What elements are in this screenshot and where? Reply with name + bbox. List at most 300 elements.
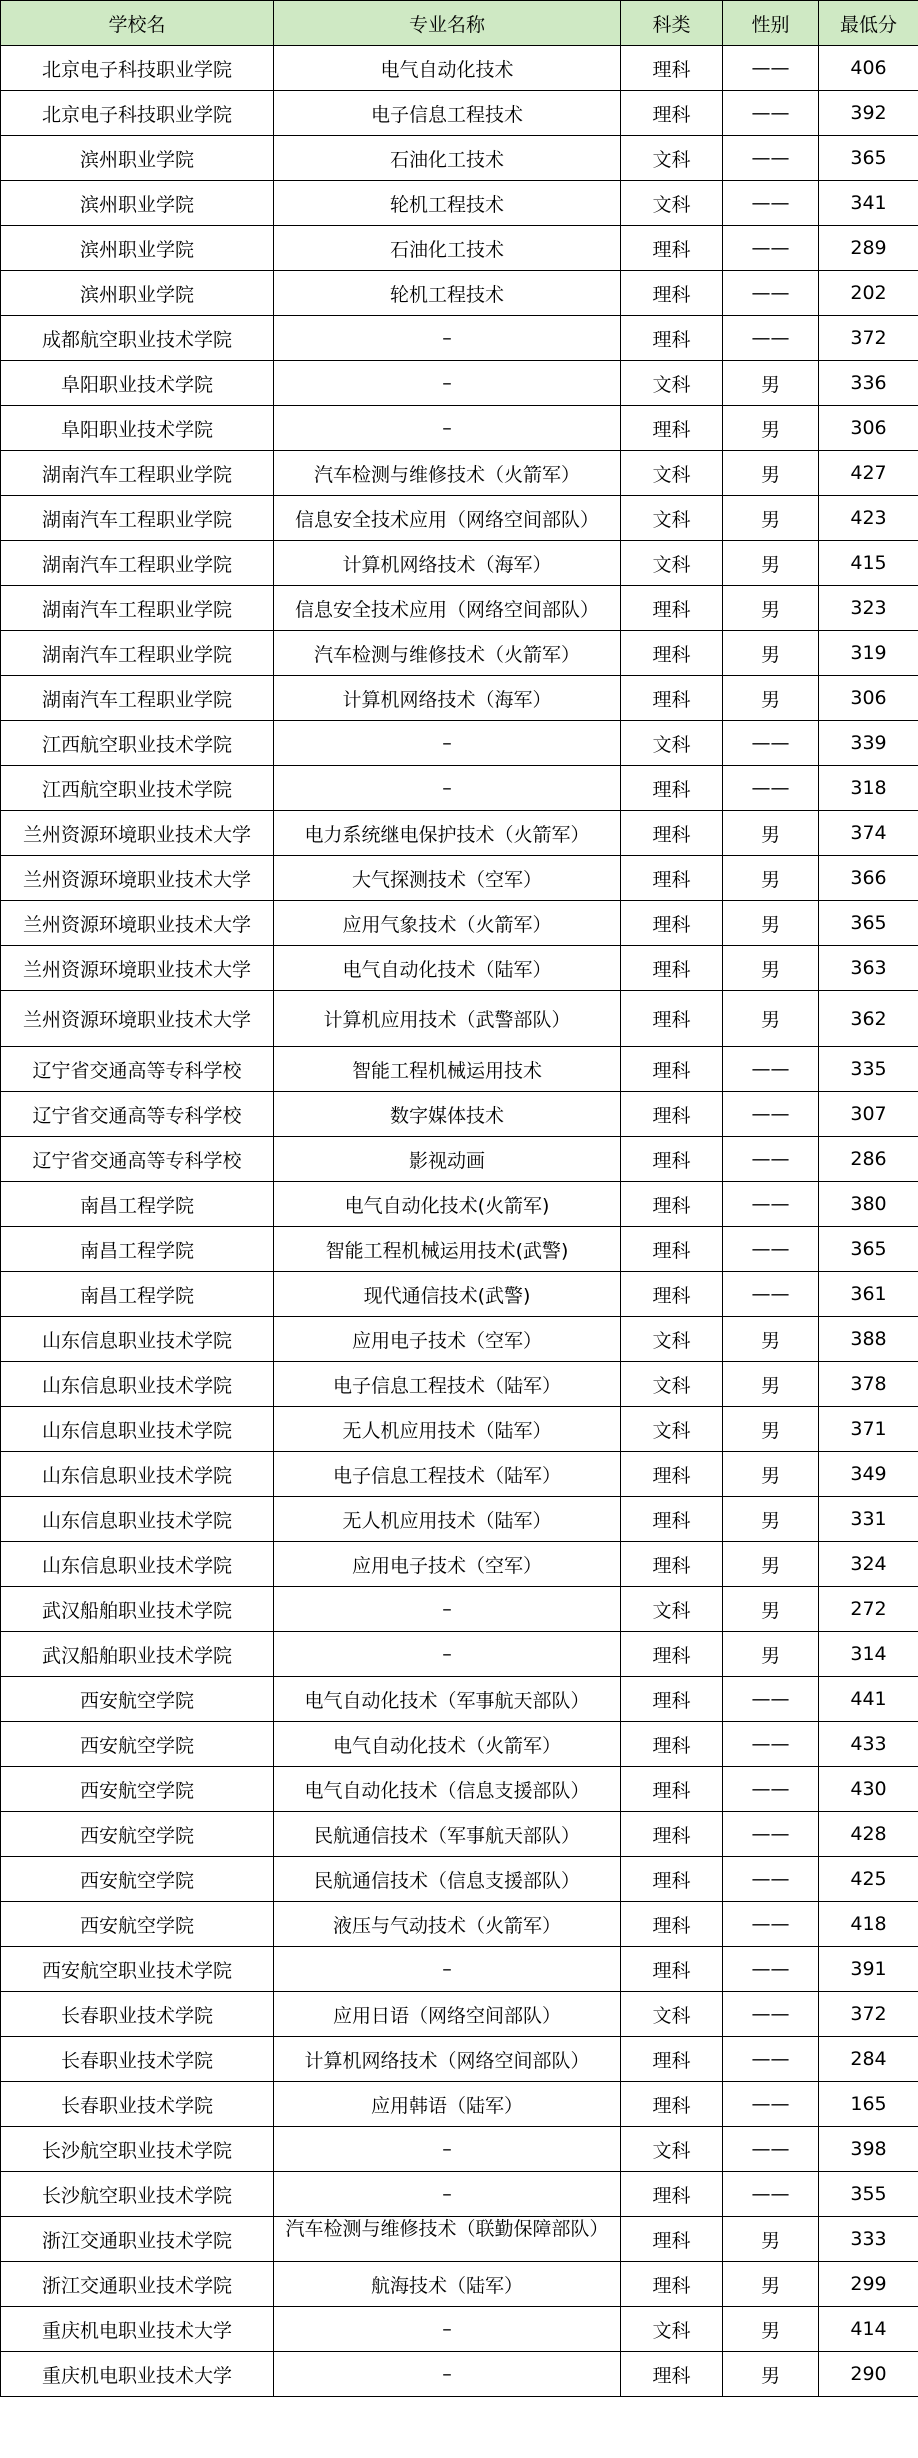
cell-school: 山东信息职业技术学院 bbox=[1, 1542, 274, 1587]
cell-min-score: 286 bbox=[819, 1137, 918, 1182]
cell-gender: —— bbox=[723, 1812, 819, 1857]
cell-gender: —— bbox=[723, 1182, 819, 1227]
cell-min-score: 430 bbox=[819, 1767, 918, 1812]
cell-gender: 男 bbox=[723, 631, 819, 676]
table-row bbox=[1, 316, 918, 361]
cell-min-score: 319 bbox=[819, 631, 918, 676]
table-row bbox=[1, 1497, 918, 1542]
cell-category: 理科 bbox=[621, 1542, 723, 1587]
table-row bbox=[1, 1092, 918, 1137]
cell-gender: —— bbox=[723, 1992, 819, 2037]
cell-major: – bbox=[274, 1587, 621, 1632]
cell-major: 电气自动化技术（信息支援部队） bbox=[274, 1767, 621, 1812]
cell-gender: 男 bbox=[723, 1497, 819, 1542]
cell-school: 长沙航空职业技术学院 bbox=[1, 2127, 274, 2172]
cell-school: 湖南汽车工程职业学院 bbox=[1, 496, 274, 541]
cell-school: 滨州职业学院 bbox=[1, 181, 274, 226]
cell-min-score: 290 bbox=[819, 2352, 918, 2397]
cell-category: 文科 bbox=[621, 136, 723, 181]
table-row bbox=[1, 1182, 918, 1227]
cell-min-score: 365 bbox=[819, 1227, 918, 1272]
cell-school: 西安航空学院 bbox=[1, 1857, 274, 1902]
cell-school: 辽宁省交通高等专科学校 bbox=[1, 1137, 274, 1182]
cell-gender: —— bbox=[723, 1047, 819, 1092]
table-row bbox=[1, 2127, 918, 2172]
table-row bbox=[1, 901, 918, 946]
cell-category: 理科 bbox=[621, 586, 723, 631]
cell-gender: —— bbox=[723, 2172, 819, 2217]
cell-category: 理科 bbox=[621, 901, 723, 946]
cell-school: 江西航空职业技术学院 bbox=[1, 766, 274, 811]
cell-major: 电力系统继电保护技术（火箭军） bbox=[274, 811, 621, 856]
cell-school: 长春职业技术学院 bbox=[1, 2037, 274, 2082]
cell-school: 辽宁省交通高等专科学校 bbox=[1, 1047, 274, 1092]
cell-min-score: 299 bbox=[819, 2262, 918, 2307]
cell-category: 文科 bbox=[621, 361, 723, 406]
cell-gender: 男 bbox=[723, 1542, 819, 1587]
cell-gender: 男 bbox=[723, 1407, 819, 1452]
cell-school: 重庆机电职业技术大学 bbox=[1, 2307, 274, 2352]
cell-category: 文科 bbox=[621, 1992, 723, 2037]
cell-school: 长春职业技术学院 bbox=[1, 1992, 274, 2037]
cell-category: 理科 bbox=[621, 1497, 723, 1542]
cell-category: 文科 bbox=[621, 541, 723, 586]
table-row bbox=[1, 1317, 918, 1362]
cell-category: 理科 bbox=[621, 766, 723, 811]
cell-min-score: 318 bbox=[819, 766, 918, 811]
cell-gender: —— bbox=[723, 1272, 819, 1317]
cell-gender: 男 bbox=[723, 1317, 819, 1362]
cell-min-score: 355 bbox=[819, 2172, 918, 2217]
cell-major: 应用电子技术（空军） bbox=[274, 1317, 621, 1362]
cell-category: 理科 bbox=[621, 226, 723, 271]
cell-major: 电气自动化技术（陆军） bbox=[274, 946, 621, 991]
cell-category: 理科 bbox=[621, 991, 723, 1047]
cell-major: – bbox=[274, 1632, 621, 1677]
cell-category: 文科 bbox=[621, 1587, 723, 1632]
cell-category: 理科 bbox=[621, 1227, 723, 1272]
cell-category: 理科 bbox=[621, 2262, 723, 2307]
cell-min-score: 398 bbox=[819, 2127, 918, 2172]
cell-min-score: 335 bbox=[819, 1047, 918, 1092]
cell-gender: 男 bbox=[723, 676, 819, 721]
cell-major: 电子信息工程技术 bbox=[274, 91, 621, 136]
cell-category: 理科 bbox=[621, 1812, 723, 1857]
cell-category: 文科 bbox=[621, 181, 723, 226]
cell-school: 湖南汽车工程职业学院 bbox=[1, 631, 274, 676]
table-row bbox=[1, 406, 918, 451]
cell-major: 大气探测技术（空军） bbox=[274, 856, 621, 901]
header-school: 学校名 bbox=[1, 1, 274, 46]
table-row bbox=[1, 46, 918, 91]
header-gender: 性别 bbox=[723, 1, 819, 46]
cell-min-score: 363 bbox=[819, 946, 918, 991]
cell-gender: 男 bbox=[723, 2307, 819, 2352]
cell-min-score: 425 bbox=[819, 1857, 918, 1902]
cell-school: 重庆机电职业技术大学 bbox=[1, 2352, 274, 2397]
cell-major: 应用日语（网络空间部队） bbox=[274, 1992, 621, 2037]
cell-gender: 男 bbox=[723, 451, 819, 496]
cell-min-score: 314 bbox=[819, 1632, 918, 1677]
cell-min-score: 418 bbox=[819, 1902, 918, 1947]
cell-gender: 男 bbox=[723, 946, 819, 991]
cell-school: 江西航空职业技术学院 bbox=[1, 721, 274, 766]
cell-min-score: 362 bbox=[819, 991, 918, 1047]
table-row bbox=[1, 496, 918, 541]
cell-gender: —— bbox=[723, 1767, 819, 1812]
cell-major: 民航通信技术（信息支援部队） bbox=[274, 1857, 621, 1902]
cell-major: 民航通信技术（军事航天部队） bbox=[274, 1812, 621, 1857]
cell-category: 文科 bbox=[621, 2307, 723, 2352]
cell-school: 长沙航空职业技术学院 bbox=[1, 2172, 274, 2217]
cell-major: – bbox=[274, 766, 621, 811]
cell-major: 数字媒体技术 bbox=[274, 1092, 621, 1137]
cell-school: 滨州职业学院 bbox=[1, 226, 274, 271]
cell-major: 电气自动化技术（军事航天部队） bbox=[274, 1677, 621, 1722]
cell-school: 武汉船舶职业技术学院 bbox=[1, 1587, 274, 1632]
cell-major: 石油化工技术 bbox=[274, 136, 621, 181]
cell-school: 西安航空学院 bbox=[1, 1767, 274, 1812]
cell-major: 航海技术（陆军） bbox=[274, 2262, 621, 2307]
table-row bbox=[1, 991, 918, 1047]
cell-major: 汽车检测与维修技术（火箭军） bbox=[274, 631, 621, 676]
cell-min-score: 361 bbox=[819, 1272, 918, 1317]
cell-category: 文科 bbox=[621, 1407, 723, 1452]
table-row bbox=[1, 811, 918, 856]
table-row bbox=[1, 1992, 918, 2037]
cell-gender: —— bbox=[723, 766, 819, 811]
cell-min-score: 427 bbox=[819, 451, 918, 496]
table-row bbox=[1, 856, 918, 901]
cell-gender: —— bbox=[723, 1677, 819, 1722]
cell-gender: 男 bbox=[723, 586, 819, 631]
cell-major: 电气自动化技术 bbox=[274, 46, 621, 91]
cell-major: 液压与气动技术（火箭军） bbox=[274, 1902, 621, 1947]
cell-min-score: 272 bbox=[819, 1587, 918, 1632]
table-row bbox=[1, 676, 918, 721]
table-row bbox=[1, 1452, 918, 1497]
cell-min-score: 380 bbox=[819, 1182, 918, 1227]
cell-major: – bbox=[274, 2352, 621, 2397]
table-row bbox=[1, 136, 918, 181]
cell-gender: —— bbox=[723, 2037, 819, 2082]
cell-major: 计算机网络技术（海军） bbox=[274, 676, 621, 721]
table-row bbox=[1, 1272, 918, 1317]
cell-major: 应用韩语（陆军） bbox=[274, 2082, 621, 2127]
cell-category: 理科 bbox=[621, 1767, 723, 1812]
cell-school: 北京电子科技职业学院 bbox=[1, 91, 274, 136]
cell-school: 滨州职业学院 bbox=[1, 271, 274, 316]
cell-major: 应用气象技术（火箭军） bbox=[274, 901, 621, 946]
cell-category: 理科 bbox=[621, 811, 723, 856]
cell-school: 山东信息职业技术学院 bbox=[1, 1407, 274, 1452]
table-row bbox=[1, 2352, 918, 2397]
cell-category: 理科 bbox=[621, 46, 723, 91]
table-body bbox=[1, 46, 918, 2397]
cell-min-score: 371 bbox=[819, 1407, 918, 1452]
cell-school: 山东信息职业技术学院 bbox=[1, 1452, 274, 1497]
table-row bbox=[1, 2262, 918, 2307]
cell-gender: —— bbox=[723, 2082, 819, 2127]
cell-school: 阜阳职业技术学院 bbox=[1, 406, 274, 451]
cell-category: 理科 bbox=[621, 856, 723, 901]
table-row bbox=[1, 1137, 918, 1182]
cell-school: 山东信息职业技术学院 bbox=[1, 1497, 274, 1542]
cell-category: 理科 bbox=[621, 1047, 723, 1092]
cell-major bbox=[274, 2217, 621, 2262]
cell-gender: —— bbox=[723, 2127, 819, 2172]
cell-category: 理科 bbox=[621, 1182, 723, 1227]
cell-category: 理科 bbox=[621, 1452, 723, 1497]
cell-major: 应用电子技术（空军） bbox=[274, 1542, 621, 1587]
cell-gender: 男 bbox=[723, 1632, 819, 1677]
cell-category: 理科 bbox=[621, 1632, 723, 1677]
cell-category: 理科 bbox=[621, 2352, 723, 2397]
cell-school: 山东信息职业技术学院 bbox=[1, 1362, 274, 1407]
cell-min-score: 365 bbox=[819, 136, 918, 181]
cell-gender: —— bbox=[723, 271, 819, 316]
cell-category: 理科 bbox=[621, 946, 723, 991]
cell-min-score: 415 bbox=[819, 541, 918, 586]
cell-school: 湖南汽车工程职业学院 bbox=[1, 676, 274, 721]
table-row bbox=[1, 1902, 918, 1947]
cell-category: 理科 bbox=[621, 1137, 723, 1182]
cell-school: 湖南汽车工程职业学院 bbox=[1, 541, 274, 586]
cell-category: 理科 bbox=[621, 1857, 723, 1902]
table-header bbox=[1, 1, 918, 46]
header-row bbox=[1, 1, 918, 46]
cell-gender: 男 bbox=[723, 361, 819, 406]
table-row bbox=[1, 2217, 918, 2262]
table-row bbox=[1, 721, 918, 766]
cell-school: 成都航空职业技术学院 bbox=[1, 316, 274, 361]
cell-category: 理科 bbox=[621, 2082, 723, 2127]
cell-category: 理科 bbox=[621, 271, 723, 316]
cell-gender: —— bbox=[723, 1092, 819, 1137]
cell-gender: —— bbox=[723, 721, 819, 766]
cell-gender: 男 bbox=[723, 2262, 819, 2307]
cell-major: 电气自动化技术(火箭军) bbox=[274, 1182, 621, 1227]
cell-min-score: 331 bbox=[819, 1497, 918, 1542]
cell-major: – bbox=[274, 406, 621, 451]
cell-gender: —— bbox=[723, 1902, 819, 1947]
cell-major: – bbox=[274, 2307, 621, 2352]
cell-school: 西安航空学院 bbox=[1, 1812, 274, 1857]
cell-min-score: 366 bbox=[819, 856, 918, 901]
cell-school: 长春职业技术学院 bbox=[1, 2082, 274, 2127]
cell-min-score: 374 bbox=[819, 811, 918, 856]
cell-gender: —— bbox=[723, 46, 819, 91]
cell-major: – bbox=[274, 1947, 621, 1992]
cell-min-score: 289 bbox=[819, 226, 918, 271]
cell-school: 北京电子科技职业学院 bbox=[1, 46, 274, 91]
cell-gender: 男 bbox=[723, 856, 819, 901]
cell-min-score: 391 bbox=[819, 1947, 918, 1992]
cell-school: 滨州职业学院 bbox=[1, 136, 274, 181]
cell-school: 兰州资源环境职业技术大学 bbox=[1, 811, 274, 856]
cell-min-score: 306 bbox=[819, 406, 918, 451]
cell-category: 理科 bbox=[621, 1677, 723, 1722]
cell-min-score: 441 bbox=[819, 1677, 918, 1722]
cell-category: 理科 bbox=[621, 676, 723, 721]
cell-category: 理科 bbox=[621, 1092, 723, 1137]
cell-min-score: 406 bbox=[819, 46, 918, 91]
header-major: 专业名称 bbox=[274, 1, 621, 46]
cell-gender: 男 bbox=[723, 1587, 819, 1632]
cell-gender: —— bbox=[723, 226, 819, 271]
cell-major: 智能工程机械运用技术 bbox=[274, 1047, 621, 1092]
table-row bbox=[1, 1227, 918, 1272]
cell-major: – bbox=[274, 721, 621, 766]
cell-major: 计算机应用技术（武警部队） bbox=[274, 991, 621, 1047]
cell-gender: —— bbox=[723, 1137, 819, 1182]
cell-gender: 男 bbox=[723, 2352, 819, 2397]
cell-school: 南昌工程学院 bbox=[1, 1272, 274, 1317]
table-row bbox=[1, 226, 918, 271]
table-row bbox=[1, 361, 918, 406]
table-row bbox=[1, 1587, 918, 1632]
cell-category: 理科 bbox=[621, 1947, 723, 1992]
cell-major: 影视动画 bbox=[274, 1137, 621, 1182]
cell-major: 无人机应用技术（陆军） bbox=[274, 1407, 621, 1452]
cell-major: 电气自动化技术（火箭军） bbox=[274, 1722, 621, 1767]
table-row bbox=[1, 1362, 918, 1407]
cell-school: 山东信息职业技术学院 bbox=[1, 1317, 274, 1362]
cell-gender: —— bbox=[723, 136, 819, 181]
cell-major: 无人机应用技术（陆军） bbox=[274, 1497, 621, 1542]
cell-school: 兰州资源环境职业技术大学 bbox=[1, 946, 274, 991]
table-row bbox=[1, 1857, 918, 1902]
cell-min-score: 428 bbox=[819, 1812, 918, 1857]
cell-category: 理科 bbox=[621, 1902, 723, 1947]
cell-school: 西安航空学院 bbox=[1, 1902, 274, 1947]
cell-gender: 男 bbox=[723, 991, 819, 1047]
cell-major-text: 汽车检测与维修技术（联勤保障部队） bbox=[285, 2218, 609, 2240]
table-row bbox=[1, 1812, 918, 1857]
table-row bbox=[1, 2172, 918, 2217]
cell-school: 湖南汽车工程职业学院 bbox=[1, 586, 274, 631]
cell-gender: 男 bbox=[723, 1362, 819, 1407]
cell-min-score: 372 bbox=[819, 316, 918, 361]
cell-major: 石油化工技术 bbox=[274, 226, 621, 271]
cell-min-score: 372 bbox=[819, 1992, 918, 2037]
table-row bbox=[1, 181, 918, 226]
cell-major: 现代通信技术(武警) bbox=[274, 1272, 621, 1317]
cell-major: 计算机网络技术（海军） bbox=[274, 541, 621, 586]
cell-major: 轮机工程技术 bbox=[274, 271, 621, 316]
cell-min-score: 323 bbox=[819, 586, 918, 631]
cell-school: 南昌工程学院 bbox=[1, 1182, 274, 1227]
table-row bbox=[1, 946, 918, 991]
cell-min-score: 284 bbox=[819, 2037, 918, 2082]
cell-school: 兰州资源环境职业技术大学 bbox=[1, 901, 274, 946]
cell-min-score: 307 bbox=[819, 1092, 918, 1137]
cell-school: 西安航空学院 bbox=[1, 1722, 274, 1767]
cell-school: 湖南汽车工程职业学院 bbox=[1, 451, 274, 496]
table-row bbox=[1, 1542, 918, 1587]
table-row bbox=[1, 1677, 918, 1722]
cell-major: – bbox=[274, 361, 621, 406]
cell-min-score: 324 bbox=[819, 1542, 918, 1587]
cell-school: 南昌工程学院 bbox=[1, 1227, 274, 1272]
cell-min-score: 165 bbox=[819, 2082, 918, 2127]
cell-category: 理科 bbox=[621, 2037, 723, 2082]
cell-gender: 男 bbox=[723, 901, 819, 946]
cell-school: 兰州资源环境职业技术大学 bbox=[1, 991, 274, 1047]
cell-category: 理科 bbox=[621, 1722, 723, 1767]
cell-gender: —— bbox=[723, 1722, 819, 1767]
cell-school: 西安航空职业技术学院 bbox=[1, 1947, 274, 1992]
cell-school: 兰州资源环境职业技术大学 bbox=[1, 856, 274, 901]
table-row bbox=[1, 91, 918, 136]
cell-major: 计算机网络技术（网络空间部队） bbox=[274, 2037, 621, 2082]
cell-gender: 男 bbox=[723, 811, 819, 856]
cell-major: – bbox=[274, 316, 621, 361]
table-row bbox=[1, 1632, 918, 1677]
cell-gender: —— bbox=[723, 91, 819, 136]
cell-gender: —— bbox=[723, 316, 819, 361]
cell-category: 文科 bbox=[621, 721, 723, 766]
cell-major: 电子信息工程技术（陆军） bbox=[274, 1452, 621, 1497]
table-row bbox=[1, 2082, 918, 2127]
cell-min-score: 423 bbox=[819, 496, 918, 541]
cell-major: 轮机工程技术 bbox=[274, 181, 621, 226]
table-row bbox=[1, 541, 918, 586]
header-category: 科类 bbox=[621, 1, 723, 46]
table-row bbox=[1, 631, 918, 676]
cell-school: 辽宁省交通高等专科学校 bbox=[1, 1092, 274, 1137]
cell-min-score: 365 bbox=[819, 901, 918, 946]
cell-min-score: 333 bbox=[819, 2217, 918, 2262]
cell-school: 西安航空学院 bbox=[1, 1677, 274, 1722]
cell-min-score: 336 bbox=[819, 361, 918, 406]
cell-gender: 男 bbox=[723, 541, 819, 586]
table-row bbox=[1, 1407, 918, 1452]
cell-category: 文科 bbox=[621, 451, 723, 496]
table-row bbox=[1, 1947, 918, 1992]
cell-category: 文科 bbox=[621, 496, 723, 541]
cell-school: 阜阳职业技术学院 bbox=[1, 361, 274, 406]
cell-school: 浙江交通职业技术学院 bbox=[1, 2262, 274, 2307]
cell-gender: —— bbox=[723, 1857, 819, 1902]
cell-category: 文科 bbox=[621, 1362, 723, 1407]
table-row bbox=[1, 2037, 918, 2082]
cell-min-score: 339 bbox=[819, 721, 918, 766]
cell-category: 理科 bbox=[621, 2172, 723, 2217]
cell-gender: —— bbox=[723, 181, 819, 226]
cell-min-score: 378 bbox=[819, 1362, 918, 1407]
cell-major: 汽车检测与维修技术（火箭军） bbox=[274, 451, 621, 496]
cell-school: 武汉船舶职业技术学院 bbox=[1, 1632, 274, 1677]
cell-gender: 男 bbox=[723, 1452, 819, 1497]
cell-min-score: 341 bbox=[819, 181, 918, 226]
cell-min-score: 349 bbox=[819, 1452, 918, 1497]
table-row bbox=[1, 271, 918, 316]
cell-category: 理科 bbox=[621, 316, 723, 361]
cell-min-score: 392 bbox=[819, 91, 918, 136]
cell-school: 浙江交通职业技术学院 bbox=[1, 2217, 274, 2262]
cell-gender: 男 bbox=[723, 406, 819, 451]
table-row bbox=[1, 1722, 918, 1767]
cell-category: 文科 bbox=[621, 1317, 723, 1362]
table-row bbox=[1, 451, 918, 496]
cell-gender: —— bbox=[723, 1227, 819, 1272]
cell-min-score: 306 bbox=[819, 676, 918, 721]
cell-gender: 男 bbox=[723, 496, 819, 541]
cell-min-score: 433 bbox=[819, 1722, 918, 1767]
cell-category: 理科 bbox=[621, 406, 723, 451]
cell-category: 理科 bbox=[621, 1272, 723, 1317]
